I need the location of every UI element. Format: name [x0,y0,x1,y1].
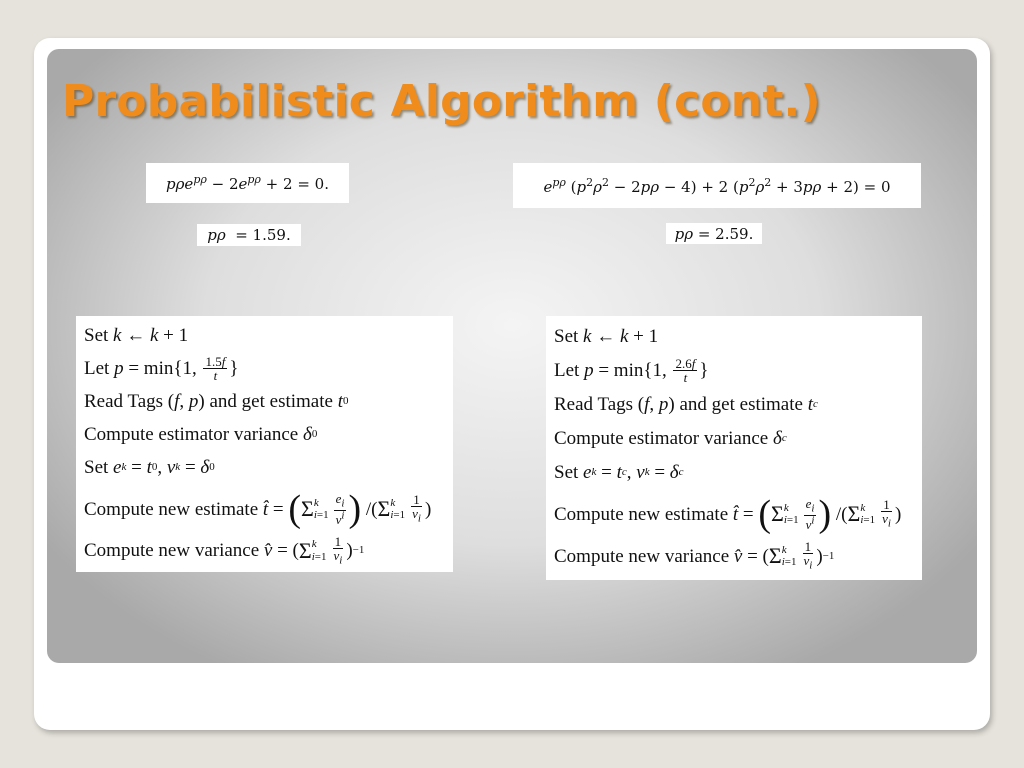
left-algorithm-image [76,316,453,572]
algo-right-line-1: Set k ← k + 1 [554,325,659,347]
right-equation-image [513,163,921,208]
algo-left-line-3: Read Tags ( f , p ) and get estimate t 0 [84,391,349,412]
right-equation: $e^{p\rho}$ $(p^2\rho^2 - 2p\rho - 4) + 2$ $(p^2\rho^2 + 3p\rho + 2) = 0$ [543,175,891,196]
algo-right-line-2: Let p = min{1, $\frac{2.6f}{t}$ } [554,355,709,385]
algo-left-line-7: Compute new variance v̂ = ( Σ k i=1 $\frac{1}{v_i}$ ) −1 [84,533,365,567]
algo-left-line-1: Set k ← k + 1 [84,325,189,346]
algo-left-line-2: Let p = min{1, $\frac{1.5f}{t}$ } [84,354,239,383]
algo-left-line-4: Compute estimator variance δ 0 [84,424,318,445]
algo-right-line-6: Compute new estimate t̂ = ( Σ k i=1 $\frac{e_i}{v^i}$ ) /( Σ k i=1 $\frac{1}{v_i}$ ) [554,493,902,535]
algo-right-line-3: Read Tags ( f , p ) and get estimate t c [554,393,818,415]
algo-right-line-7: Compute new variance v̂ = ( Σ k i=1 $\frac{1}{v_i}$ ) −1 [554,539,835,572]
algo-left-line-5: Set e k = t 0 , v k = δ 0 [84,457,215,478]
left-equation-image [146,163,349,203]
algo-right-line-5: Set e k = t c , v k = δ c [554,461,684,483]
algo-left-line-6: Compute new estimate t̂ = ( Σ k i=1 $\frac{e_i}{v^i}$ ) /( Σ k i=1 $\frac{1}{v_i}$ ) [84,488,432,530]
left-equation: $p\rho e^{p\rho} - 2e^{p\rho} + 2 = 0$. [166,173,329,193]
algo-right-line-4: Compute estimator variance δ c [554,427,787,449]
right-algorithm-image [546,316,922,580]
right-result: pρ = 2.59. [674,224,754,243]
right-result-image [666,223,762,244]
left-result-image [197,224,301,246]
left-result: pρ = 1.59. [207,226,291,244]
slide-title: Probabilistic Algorithm (cont.) [62,76,821,127]
